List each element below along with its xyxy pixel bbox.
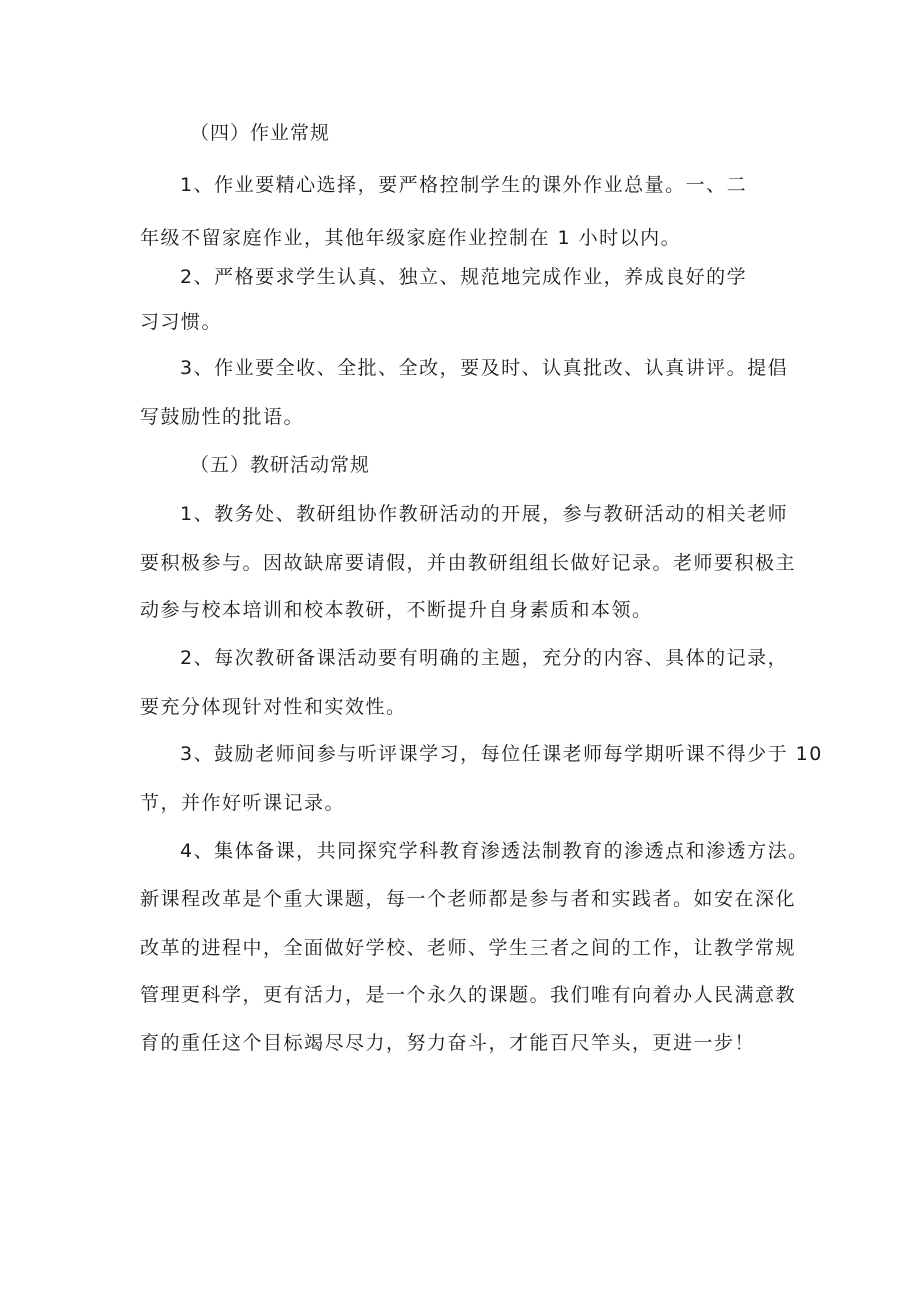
paragraph-line: 1、作业要精心选择，要严格控制学生的课外作业总量。一、二 <box>180 174 748 196</box>
paragraph-line: 3、作业要全收、全批、全改，要及时、认真批改、认真讲评。提倡 <box>180 357 789 379</box>
paragraph-line: 节，并作好听课记录。 <box>140 792 346 814</box>
paragraph-line: 写鼓励性的批语。 <box>140 406 305 428</box>
paragraph-line: 2、严格要求学生认真、独立、规范地完成作业，养成良好的学 <box>180 266 748 288</box>
paragraph-line: 管理更科学，更有活力，是一个永久的课题。我们唯有向着办人民满意教 <box>140 984 797 1006</box>
paragraph-line: 4、集体备课，共同探究学科教育渗透法制教育的渗透点和渗透方法。 <box>180 840 809 862</box>
paragraph-line: 改革的进程中，全面做好学校、老师、学生三者之间的工作，让教学常规 <box>140 937 797 959</box>
paragraph-line: 要积极参与。因故缺席要请假，并由教研组组长做好记录。老师要积极主 <box>140 552 797 574</box>
section-heading-research: （五）教研活动常规 <box>190 454 371 476</box>
paragraph-line: 育的重任这个目标竭尽尽力，努力奋斗，才能百尺竿头，更进一步！ <box>140 1032 756 1054</box>
paragraph-line: 动参与校本培训和校本教研，不断提升自身素质和本领。 <box>140 599 653 621</box>
paragraph-line: 年级不留家庭作业，其他年级家庭作业控制在 1 小时以内。 <box>140 227 682 249</box>
paragraph-line: 新课程改革是个重大课题，每一个老师都是参与者和实践者。如安在深化 <box>140 888 797 910</box>
paragraph-line: 3、鼓励老师间参与听评课学习，每位任课老师每学期听课不得少于 10 <box>180 743 823 765</box>
paragraph-line: 要充分体现针对性和实效性。 <box>140 696 407 718</box>
section-heading-work: （四）作业常规 <box>190 122 331 144</box>
paragraph-line: 习习惯。 <box>140 311 223 333</box>
paragraph-line: 2、每次教研备课活动要有明确的主题，充分的内容、具体的记录， <box>180 647 789 669</box>
paragraph-line: 1、教务处、教研组协作教研活动的开展，参与教研活动的相关老师 <box>180 503 789 525</box>
